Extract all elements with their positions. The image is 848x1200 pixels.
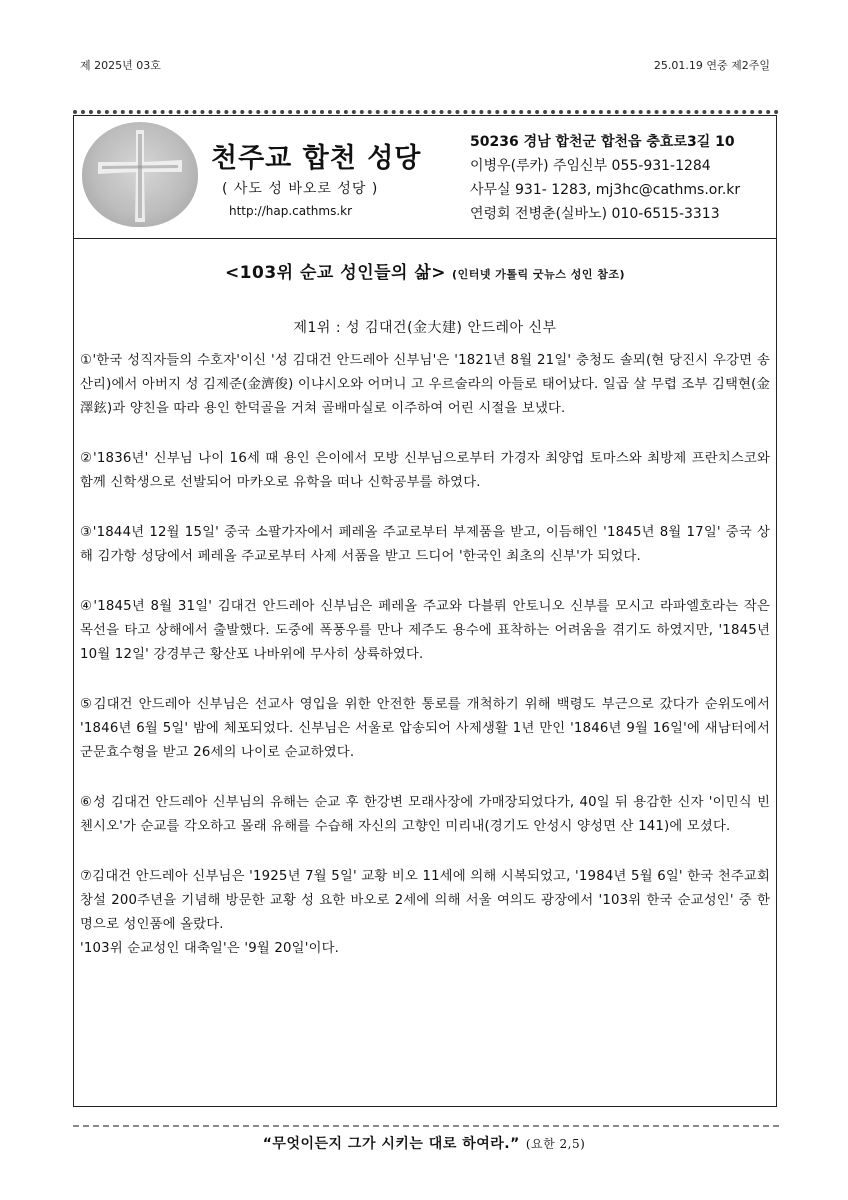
bulletin-frame — [73, 115, 777, 1107]
scripture-quote: “무엇이든지 그가 시키는 대로 하여라.” — [262, 1136, 520, 1152]
church-logo-cross-icon — [82, 122, 198, 227]
series-reference: (인터넷 가톨릭 굿뉴스 성인 참조) — [452, 268, 626, 281]
paragraph-4: ④'1845년 8월 31일' 김대건 안드레아 신부님은 페레올 주교와 다블뤼 안토니오 신부를 모시고 라파엘호라는 작은 목선을 타고 상해에서 출발했다. 도중에 폭풍우를 만나 제주도 용수에 표착하는 어려움을 겪기도 하였지만, '1845년 10월 12일' 강경부근 황산포 나바위에 무사히 상륙하였다. — [80, 599, 770, 662]
closing-line: '103위 순교성인 대축일'은 '9월 20일'이다. — [80, 941, 340, 956]
paragraph-6: ⑥성 김대건 안드레아 신부님의 유해는 순교 후 한강변 모래사장에 가매장되었다가, 40일 뒤 용감한 신자 '이민식 빈첸시오'가 순교를 각오하고 몰래 유해를 수습해 자신의 고향인 미리내(경기도 안성시 양성면 산 141)에 모셨다. — [80, 795, 770, 834]
council-contact: 연령회 전병춘(실바노) 010-6515-3313 — [470, 206, 720, 222]
parish-name: 천주교 합천 성당 — [211, 143, 422, 174]
footer-quote — [0, 1133, 848, 1153]
parish-url[interactable]: http://hap.cathms.kr — [229, 204, 353, 218]
paragraph-2: ②'1836년' 신부님 나이 16세 때 용인 은이에서 모방 신부님으로부터 가경자 최양업 토마스와 최방제 프란치스코와 함께 신학생으로 선발되어 마카오로 유학을 떠나 신학공부를 하였다. — [80, 451, 770, 490]
patron-saint: ( 사도 성 바오로 성당 ) — [222, 181, 379, 197]
office-contact: 사무실 931- 1283, mj3hc@cathms.or.kr — [470, 182, 741, 198]
scripture-citation: (요한 2,5) — [525, 1137, 586, 1151]
paragraph-3: ③'1844년 12월 15일' 중국 소팔가자에서 페레올 주교로부터 부제품을 받고, 이듬해인 '1845년 8월 17일' 중국 상해 김가항 성당에서 페레올 주교로부터 사제 서품을 받고 드디어 '한국인 최초의 신부'가 되었다. — [80, 525, 770, 564]
top-dotted-rule — [73, 110, 779, 114]
article-body — [80, 349, 770, 961]
address: 50236 경남 합천군 합천읍 충효로3길 10 — [470, 134, 735, 150]
paragraph-7: ⑦김대건 안드레아 신부님은 '1925년 7월 5일' 교황 비오 11세에 의해 시복되었고, '1984년 5월 6일' 한국 천주교회 창설 200주년을 기념해 방문한 교황 성 요한 바오로 2세에 의해 서울 여의도 광장에서 '103위 한국 순교성인' 중 한 명으로 성인품에 올랐다. — [80, 869, 770, 932]
pastor-contact: 이병우(루카) 주임신부 055-931-1284 — [470, 158, 711, 174]
series-title-text: <103위 순교 성인들의 삶> — [224, 263, 447, 283]
saint-title: 제1위 : 성 김대건(金大建) 안드레아 신부 — [293, 320, 557, 336]
bottom-dashed-rule — [73, 1125, 779, 1127]
series-title — [74, 258, 776, 283]
masthead — [74, 116, 776, 238]
issue-number: 제 2025년 03호 — [80, 59, 161, 72]
bulletin-date: 25.01.19 연중 제2주일 — [653, 59, 770, 72]
paragraph-5: ⑤김대건 안드레아 신부님은 선교사 영입을 위한 안전한 통로를 개척하기 위해 백령도 부근으로 갔다가 순위도에서 '1846년 6월 5일' 밤에 체포되었다. 신부님은 서울로 압송되어 사제생활 1년 만인 '1846년 9월 16일'에 새남터에서 군문효수형을 받고 26세의 나이로 순교하였다. — [80, 697, 770, 760]
contact-block — [470, 130, 770, 226]
paragraph-1: ①'한국 성직자들의 수호자'이신 '성 김대건 안드레아 신부님'은 '1821년 8월 21일' 충청도 솔뫼(현 당진시 우강면 송산리)에서 아버지 성 김제준(金濟俊) 이냐시오와 어머니 고 우르술라의 아들로 태어났다. 일곱 살 무렵 조부 김택현(金澤鉉)과 양친을 따라 용인 한덕골을 거쳐 골배마실로 이주하여 어린 시절을 보냈다. — [80, 353, 770, 416]
header-divider — [74, 238, 776, 239]
